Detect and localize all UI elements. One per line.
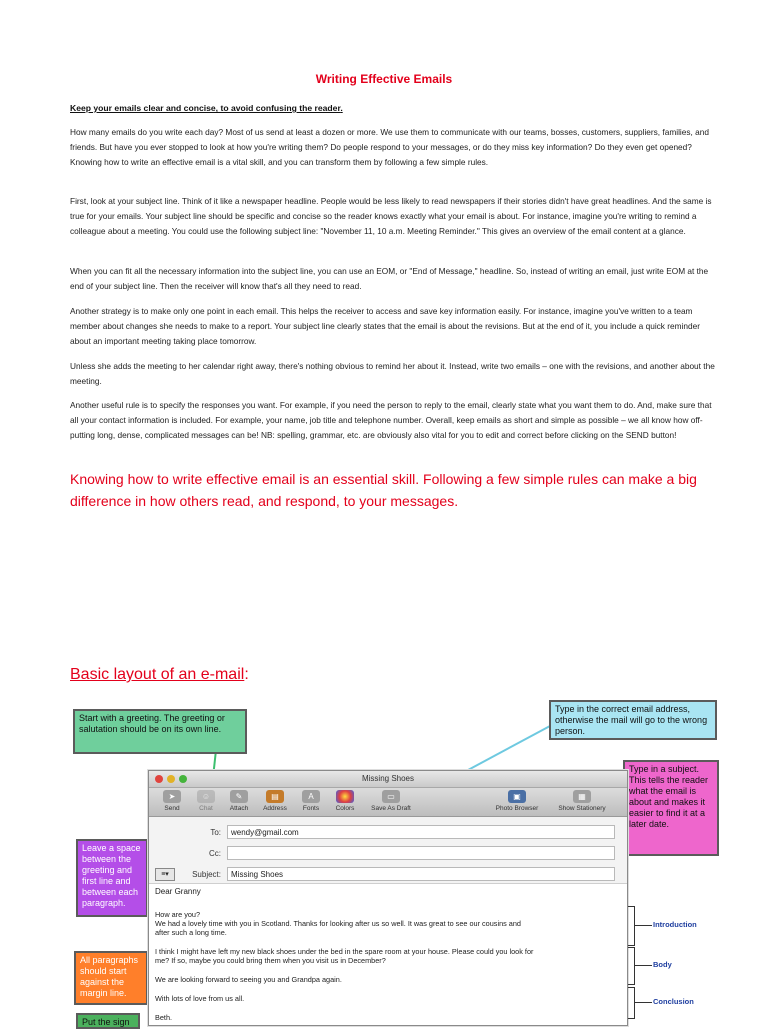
show-stationery-button[interactable] <box>549 790 615 812</box>
address-book-icon: ▤ <box>266 790 284 803</box>
to-field[interactable]: wendy@gmail.com <box>227 825 615 839</box>
show-stationery-label: Show Stationery <box>558 805 606 812</box>
email-window <box>148 770 628 1026</box>
greeting-callout: Start with a greeting. The greeting or salutation should be on its own line. <box>73 709 247 754</box>
body-bracket <box>628 947 635 985</box>
paragraph: Another strategy is to make only one point in each email. This helps the receiver to access and save key information easily. For instance, imagine you've written to a team member about changes she needs to make to a report. Your subject line clearly states that the email is about the revisions. But at the end of it, you include a quick reminder about an important meeting taking place tomorrow. <box>70 306 701 346</box>
body-label: Body <box>653 960 672 969</box>
window-toolbar <box>149 788 627 817</box>
body-line: I think I might have left my new black shoes under the bed in the spare room at your house. Please could you look for <box>155 947 534 956</box>
body-line: How are you? <box>155 910 201 919</box>
photo-browser-button[interactable] <box>489 790 545 812</box>
introduction-bracket <box>628 906 635 946</box>
body-line: We are looking forward to seeing you and Grandpa again. <box>155 975 342 984</box>
email-headers <box>149 817 627 881</box>
introduction-tick <box>634 925 652 926</box>
page-title: Writing Effective Emails <box>315 72 453 86</box>
email-layout-figure <box>70 700 730 1027</box>
color-wheel-icon <box>336 790 354 803</box>
fonts-button[interactable] <box>297 790 325 812</box>
body-line: With lots of love from us all. <box>155 994 245 1003</box>
space-callout: Leave a space between the greeting and first line and between each paragraph. <box>76 839 148 917</box>
window-titlebar <box>149 771 627 788</box>
send-button[interactable] <box>157 790 187 812</box>
fonts-icon: A <box>302 790 320 803</box>
stationery-icon: ▦ <box>573 790 591 803</box>
body-line: after such a long time. <box>155 928 227 937</box>
conclusion-bracket <box>628 987 635 1019</box>
paperclip-icon: ✎ <box>230 790 248 803</box>
save-draft-label: Save As Draft <box>371 805 411 812</box>
chat-button[interactable] <box>191 790 221 812</box>
body-line: me? If so, maybe you could bring them when you visit us in December? <box>155 956 386 965</box>
body-tick <box>634 965 652 966</box>
to-label: To: <box>210 828 221 837</box>
chat-icon: ☺ <box>197 790 215 803</box>
address-label: Address <box>263 805 287 812</box>
fonts-label: Fonts <box>302 805 320 812</box>
subject-callout: Type in a subject. This tells the reader what the email is about and makes it easier to find it at a later date. <box>623 760 719 856</box>
attach-label: Attach <box>229 805 249 812</box>
conclusion-tick <box>634 1002 652 1003</box>
address-button[interactable] <box>257 790 293 812</box>
subtitle <box>70 103 343 113</box>
body-line: We had a lovely time with you in Scotland. Thanks for looking after us so well. It was great to see our cousins and <box>155 919 521 928</box>
save-draft-button[interactable] <box>363 790 419 812</box>
paragraph: First, look at your subject line. Think of it like a newspaper headline. People would be less likely to read newspapers if their stories didn't have great headlines. And the same is true for your emails. Your subject line should be specific and concise so the reader knows exactly what your email is about. For instance, imagine you're writing to remind a colleague about a meeting. You could use the following subject line: "November 11, 10 a.m. Meeting Reminder." This gives an overview of the email content at a glance. <box>70 196 712 236</box>
subject-field[interactable]: Missing Shoes <box>227 867 615 881</box>
closing-statement: Knowing how to write effective email is an essential skill. Following a few simple rules can make a big difference in how others read, and respond, to your messages. <box>70 471 697 509</box>
paragraph: When you can fit all the necessary information into the subject line, you can use an EOM, or "End of Message," headline. So, instead of writing an email, just write EOM at the end of your subject line. Then the receiver will know that's all they need to read. <box>70 266 709 291</box>
send-label: Send <box>164 805 180 812</box>
paragraph: Unless she adds the meeting to her calendar right away, there's nothing obvious to remind her about it. Instead, write two emails – one with the revisions, and another about the meeting. <box>70 361 715 386</box>
cc-label: Cc: <box>209 849 221 858</box>
chat-label: Chat <box>199 805 213 812</box>
greeting-line: Dear Granny <box>155 887 201 896</box>
cc-field[interactable] <box>227 846 615 860</box>
attach-button[interactable] <box>223 790 255 812</box>
colors-button[interactable] <box>329 790 361 812</box>
email-body[interactable] <box>149 883 627 1025</box>
introduction-label: Introduction <box>653 920 697 929</box>
colors-label: Colors <box>335 805 355 812</box>
margin-callout: All paragraphs should start against the margin line. <box>74 951 148 1005</box>
cc-row <box>149 846 627 862</box>
section-title-colon: : <box>244 666 249 683</box>
draft-icon: ▭ <box>382 790 400 803</box>
subtitle-period: . <box>340 103 343 113</box>
photo-icon: ▣ <box>508 790 526 803</box>
section-title-text: Basic layout of an e-mail <box>70 666 245 683</box>
subject-label: Subject: <box>192 870 221 879</box>
email-address-callout: Type in the correct email address, otherwise the mail will go to the wrong person. <box>549 700 717 740</box>
section-title <box>70 666 249 684</box>
signature-line: Beth. <box>155 1013 173 1022</box>
paragraph: How many emails do you write each day? Most of us send at least a dozen or more. We use them to communicate with our teams, bosses, customers, suppliers, families, and friends. But have you ever stopped to look at how you're writing them? Do people respond to your messages, or do they miss key information? Do they even get opened? Knowing how to write an effective email is a vital skill, and you can transform them by following a few simple rules. <box>70 127 709 167</box>
conclusion-label: Conclusion <box>653 997 694 1006</box>
sign-callout: Put the sign <box>76 1013 140 1029</box>
photo-browser-label: Photo Browser <box>495 805 539 812</box>
window-title: Missing Shoes <box>361 774 415 783</box>
to-row <box>149 825 627 841</box>
send-icon: ➤ <box>163 790 181 803</box>
subject-row <box>149 867 627 883</box>
header-menu-icon[interactable]: ≡▾ <box>155 868 175 881</box>
subtitle-text: Keep your emails clear and concise, to avoid confusing the reader <box>70 103 341 113</box>
paragraph: Another useful rule is to specify the responses you want. For example, if you need the person to reply to the email, clearly state what you want them to do. And, make sure that all your contact information is included. For example, your name, job title and telephone number. Overall, keep emails as short and simple as possible – we all know how off-putting long, dense, complicated messages can be! NB: spelling, grammar, etc. are obviously also vital for you to edit and correct before clicking on the SEND button! <box>70 400 712 440</box>
